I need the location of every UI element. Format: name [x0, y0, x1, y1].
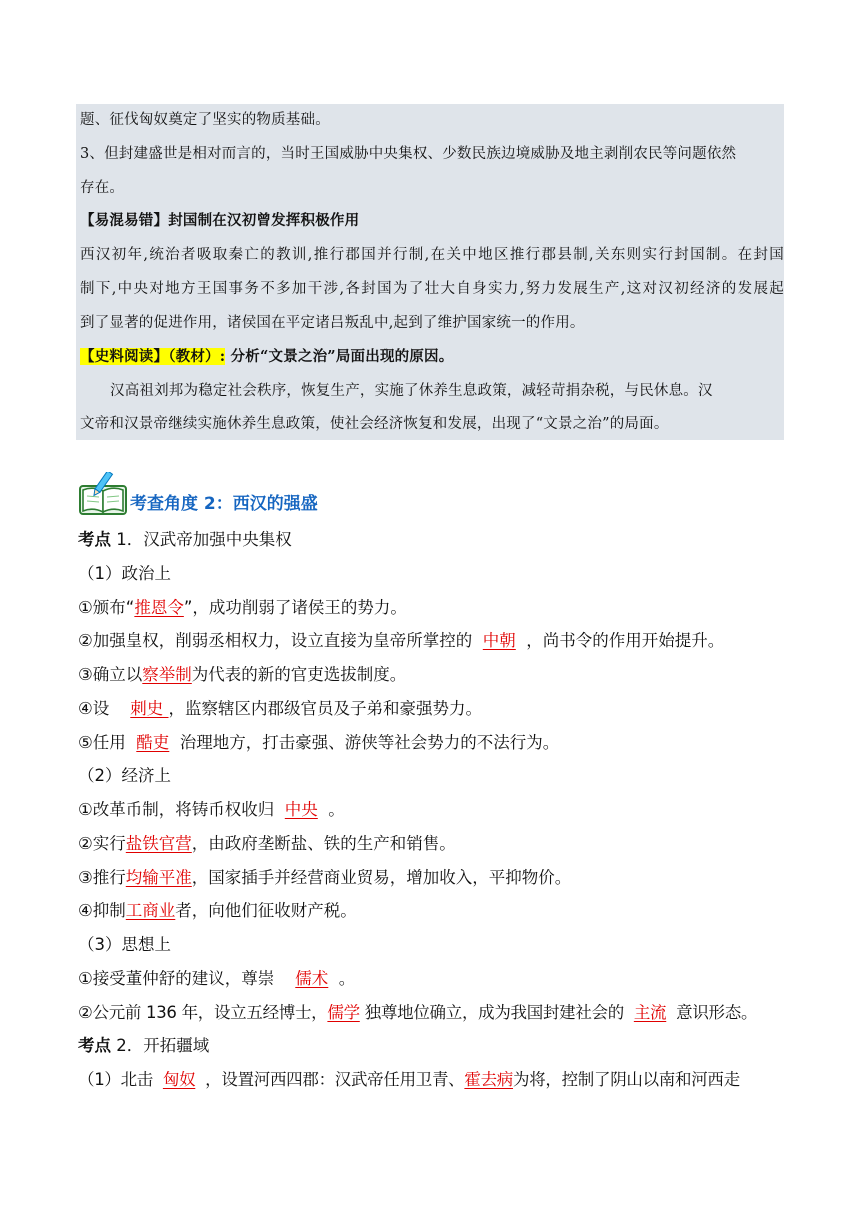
- subsection-politics: （1）政治上: [78, 564, 171, 583]
- answer-junshupingzhun: 均输平准: [125, 868, 192, 887]
- confuse-title: 【易混易错】封国制在汉初曾发挥积极作用: [80, 212, 360, 229]
- answer-ruxue: 儒学: [327, 1003, 360, 1022]
- economy-item-3: ③推行均输平准，国家插手并经营商业贸易，增加收入，平抑物价。: [78, 868, 572, 887]
- politics-item-4: ④设 刺史 ，监察辖区内郡级官员及子弟和豪强势力。: [78, 699, 483, 718]
- kaodian-label: 考点: [78, 530, 111, 549]
- box-line-3: 存在。: [80, 180, 125, 196]
- politics-item-5: ⑤任用 酷吏 治理地方，打击豪强、游侠等社会势力的不法行为。: [78, 733, 560, 752]
- box-line-1: 题、征伐匈奴奠定了坚实的物质基础。: [80, 112, 330, 128]
- answer-tuienling: 推恩令: [134, 598, 184, 617]
- answer-zhongchao: 中朝: [482, 631, 516, 650]
- politics-item-1: ①颁布“推恩令”，成功削弱了诸侯王的势力。: [78, 598, 407, 617]
- reading-paragraph-1: 汉高祖刘邦为稳定社会秩序，恢复生产，实施了休养生息政策，减轻苛捐杂税，与民休息。汉: [110, 383, 713, 399]
- confuse-paragraph-3: 到了显著的促进作用，诸侯国在平定诸吕叛乱中,起到了维护国家统一的作用。: [80, 315, 585, 331]
- frontier-item-1: （1）北击 匈奴 ，设置河西四郡：汉武帝任用卫青、霍去病为将，控制了阴山以南和河西走: [78, 1070, 740, 1089]
- economy-item-2: ②实行盐铁官营，由政府垄断盐、铁的生产和销售。: [78, 834, 456, 853]
- answer-yantieguanying: 盐铁官营: [125, 834, 192, 853]
- answer-xiongnu: 匈奴: [162, 1070, 196, 1089]
- confuse-paragraph-1: 西汉初年,统治者吸取秦亡的教训,推行郡国并行制,在关中地区推行郡县制,关东则实行封国制。在封国: [80, 247, 784, 263]
- box-line-2: 3、但封建盛世是相对而言的，当时王国威胁中央集权、少数民族边境威胁及地主剥削农民等问题依然: [80, 146, 737, 162]
- subsection-economy: （2）经济上: [78, 766, 171, 785]
- politics-item-3: ③确立以察举制为代表的新的官吏选拔制度。: [78, 665, 407, 684]
- thought-item-2: ②公元前 136 年，设立五经博士，儒学 独尊地位确立，成为我国封建社会的 主流 意识形态。: [78, 1003, 758, 1022]
- reading-paragraph-2: 文帝和汉景帝继续实施休养生息政策，使社会经济恢复和发展，出现了“文景之治”的局面。: [80, 416, 669, 432]
- answer-gongshangye: 工商业: [125, 901, 176, 920]
- answer-chajuzhi: 察举制: [142, 665, 192, 684]
- book-pencil-icon: [78, 472, 128, 516]
- answer-cishi: 刺史: [130, 699, 169, 718]
- economy-item-4: ④抑制工商业者，向他们征收财产税。: [78, 901, 357, 920]
- answer-zhuliu: 主流: [633, 1003, 667, 1022]
- politics-item-2: ②加强皇权，削弱丞相权力，设立直接为皇帝所掌控的 中朝 ，尚书令的作用开始提升。: [78, 631, 725, 650]
- answer-zhongyang: 中央: [284, 800, 318, 819]
- reading-title: 分析“文景之治”局面出现的原因。: [225, 348, 454, 365]
- section-heading: 考查角度 2：西汉的强盛: [130, 494, 318, 514]
- section-heading-row: [78, 470, 318, 516]
- answer-rushu: 儒术: [295, 969, 329, 988]
- confuse-paragraph-2: 制下,中央对地方王国事务不多加干涉,各封国为了壮大自身实力,努力发展生产,这对汉初经济的发展起: [80, 281, 784, 297]
- subsection-thought: （3）思想上: [78, 935, 171, 954]
- kaodian-2-title: 考点 2．开拓疆域: [78, 1036, 210, 1055]
- answer-huoqubing: 霍去病: [464, 1070, 513, 1089]
- answer-kuli: 酷吏: [136, 733, 170, 752]
- kaodian-1-text: 1．汉武帝加强中央集权: [111, 530, 292, 549]
- reading-tag: 【史料阅读】（教材）:: [80, 348, 226, 365]
- thought-item-1: ①接受董仲舒的建议，尊崇 儒术 。: [78, 969, 356, 988]
- kaodian-1-title: [78, 528, 292, 552]
- reading-heading: [80, 347, 784, 367]
- economy-item-1: ①改革币制，将铸币权收归 中央 。: [78, 800, 345, 819]
